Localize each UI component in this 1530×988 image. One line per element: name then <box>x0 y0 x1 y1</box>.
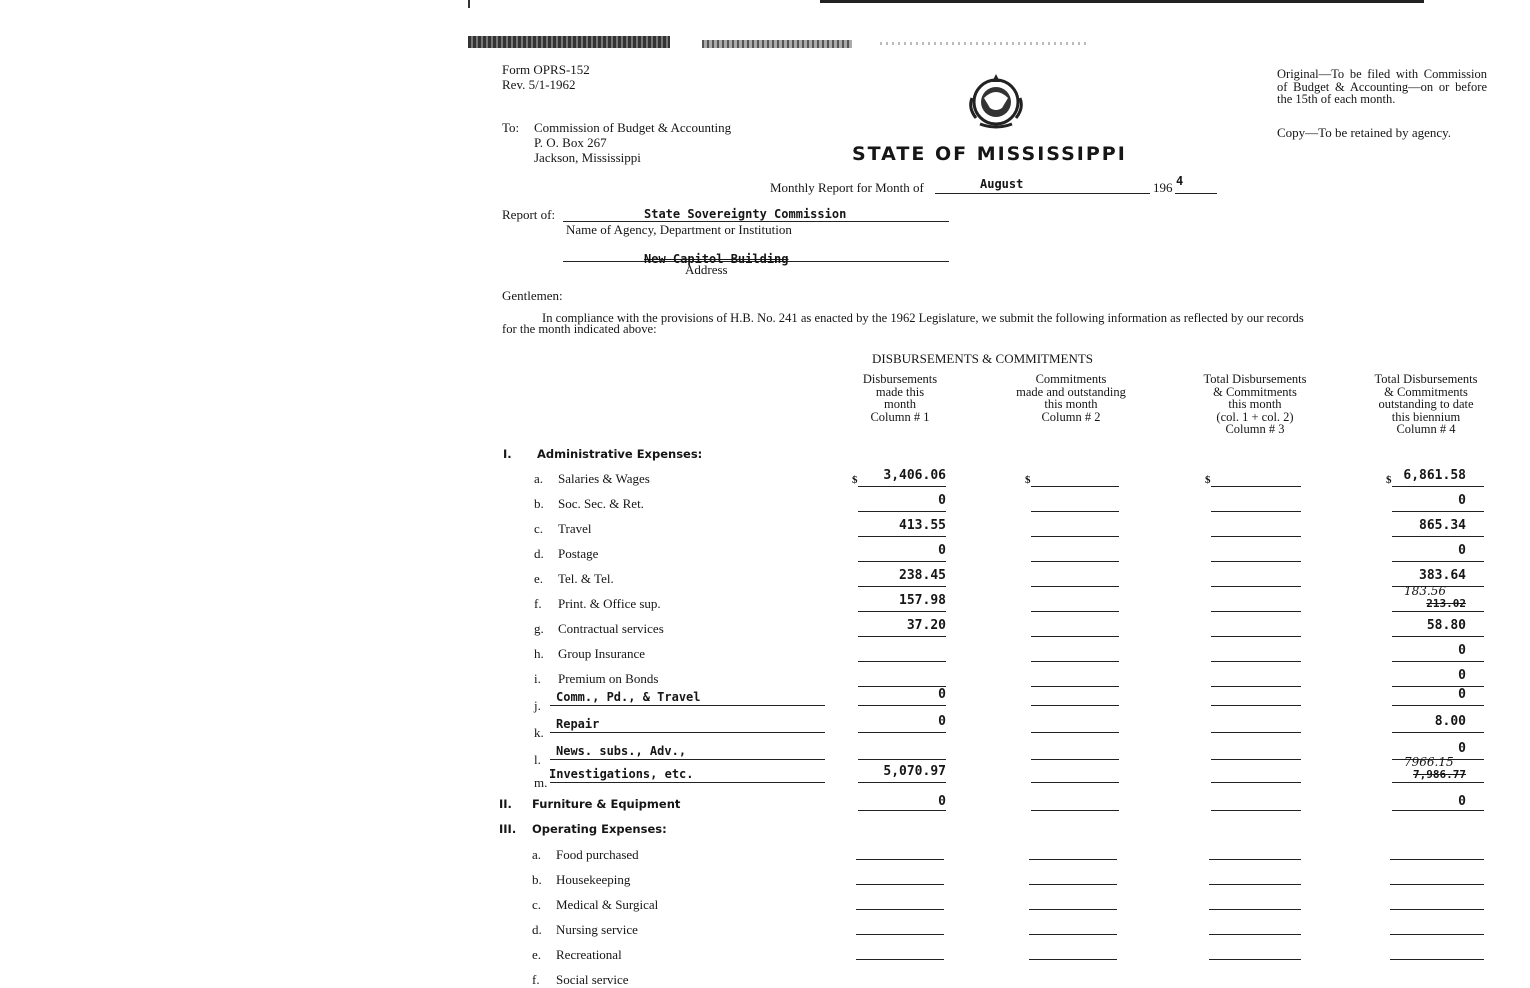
section-2-label: Furniture & Equipment <box>532 797 681 811</box>
year-suffix: 4 <box>1176 174 1184 188</box>
row-col2-line <box>1031 732 1119 733</box>
column-header-4: Total Disbursements & Commitments outstanding to date this biennium Column # 4 <box>1374 372 1478 436</box>
row-col1-value: 413.55 <box>899 518 946 533</box>
row-col4-line <box>1392 511 1484 512</box>
furniture-col4-value: 0 <box>1458 794 1466 809</box>
form-revision: Rev. 5/1-1962 <box>502 77 576 92</box>
row-col3-line <box>1211 705 1301 706</box>
op-row-label: Food purchased <box>556 847 639 862</box>
row-col3-line <box>1211 536 1301 537</box>
furniture-col3-line <box>1211 810 1301 811</box>
row-col1-value: 0 <box>938 493 946 508</box>
op-row-label: Medical & Surgical <box>556 897 659 912</box>
row-label: Repair <box>556 717 600 731</box>
row-label: Postage <box>558 546 599 561</box>
scan-artifact-top <box>820 0 1424 3</box>
section-1-label: Administrative Expenses: <box>537 447 703 461</box>
op-row-col4-line <box>1390 959 1484 960</box>
dollar-sign-col2: $ <box>1025 474 1031 486</box>
dollar-sign-col4: $ <box>1386 474 1392 486</box>
op-row-label: Nursing service <box>556 922 638 937</box>
agency-name: State Sovereignty Commission <box>644 207 847 221</box>
to-line2: P. O. Box 267 <box>534 135 607 150</box>
row-label: Salaries & Wages <box>558 471 650 486</box>
row-label: Contractual services <box>558 621 664 636</box>
address-caption: Address <box>685 262 728 277</box>
op-row-label: Housekeeping <box>556 872 631 887</box>
op-row-letter: e. <box>532 947 542 962</box>
section-3-number: III. <box>499 822 517 836</box>
scan-artifact-edge <box>468 0 470 8</box>
row-col4-line <box>1392 705 1484 706</box>
row-label: Travel <box>558 521 592 536</box>
row-col1-line <box>858 636 946 637</box>
op-row-letter: d. <box>532 922 542 937</box>
report-of-label: Report of: <box>502 207 556 222</box>
row-label-underline <box>550 705 825 706</box>
row-letter: a. <box>534 471 544 486</box>
row-col4-line <box>1392 561 1484 562</box>
op-row-col3-line <box>1209 884 1301 885</box>
column-header-3: Total Disbursements & Commitments this month (col. 1 + col. 2) Column # 3 <box>1203 372 1307 436</box>
op-row-col2-line <box>1029 959 1117 960</box>
op-row-label: Social service <box>556 972 629 987</box>
row-col1-value: 0 <box>938 714 946 729</box>
op-row-col4-line <box>1390 909 1484 910</box>
furniture-col2-line <box>1031 810 1119 811</box>
row-col4-handwritten-correction: 183.56 <box>1404 584 1446 598</box>
row-col1-line <box>858 536 946 537</box>
to-line3: Jackson, Mississippi <box>534 150 641 165</box>
row-col1-value: 0 <box>938 543 946 558</box>
row-letter: m. <box>534 775 548 790</box>
scan-artifact-mid <box>702 40 852 48</box>
row-label-underline <box>550 782 825 783</box>
row-label: Premium on Bonds <box>558 671 659 686</box>
op-row-col2-line <box>1029 909 1117 910</box>
row-col3-line <box>1211 732 1301 733</box>
to-label: To: <box>502 120 520 135</box>
row-col4-line <box>1392 611 1484 612</box>
row-col2-line <box>1031 486 1119 487</box>
row-col2-line <box>1031 705 1119 706</box>
row-col4-line <box>1392 732 1484 733</box>
op-row-letter: f. <box>532 972 540 987</box>
row-letter: e. <box>534 571 544 586</box>
row-col3-line <box>1211 611 1301 612</box>
op-row-letter: a. <box>532 847 542 862</box>
op-row-col4-line <box>1390 934 1484 935</box>
dollar-sign-col1: $ <box>852 474 858 486</box>
dollar-sign-col3: $ <box>1205 474 1211 486</box>
op-row-col3-line <box>1209 909 1301 910</box>
row-col1-line <box>858 705 946 706</box>
row-letter: d. <box>534 546 544 561</box>
row-col1-value: 5,070.97 <box>883 764 946 779</box>
row-col3-line <box>1211 636 1301 637</box>
row-col2-line <box>1031 759 1119 760</box>
row-col2-line <box>1031 536 1119 537</box>
op-row-letter: b. <box>532 872 542 887</box>
row-label: Comm., Pd., & Travel <box>556 690 701 704</box>
page-title: STATE OF MISSISSIPPI <box>852 143 1127 165</box>
column-header-2: Commitments made and outstanding this month Column # 2 <box>1016 372 1126 424</box>
row-label: News. subs., Adv., <box>556 744 687 758</box>
row-col3-line <box>1211 686 1301 687</box>
row-col2-line <box>1031 511 1119 512</box>
row-col4-value: 213.02 <box>1426 597 1466 610</box>
year-prefix: 196 <box>1153 180 1173 195</box>
op-row-col1-line <box>856 884 944 885</box>
row-letter: k. <box>534 725 544 740</box>
row-col4-value: 0 <box>1458 668 1466 683</box>
row-col4-line <box>1392 536 1484 537</box>
section-2-number: II. <box>499 797 512 811</box>
row-col3-line <box>1211 759 1301 760</box>
row-col4-value: 0 <box>1458 643 1466 658</box>
op-row-col3-line <box>1209 934 1301 935</box>
row-col1-line <box>858 782 946 783</box>
row-col2-line <box>1031 686 1119 687</box>
state-seal-icon <box>966 68 1026 132</box>
row-col1-value: 157.98 <box>899 593 946 608</box>
row-col4-value: 0 <box>1458 543 1466 558</box>
monthly-report-label: Monthly Report for Month of <box>770 180 924 195</box>
row-col4-value: 865.34 <box>1419 518 1466 533</box>
op-row-col2-line <box>1029 934 1117 935</box>
original-instruction: Original—To be filed with Commission of Budget & Accounting—on or before the 15th of each month. <box>1277 67 1487 106</box>
row-col1-value: 3,406.06 <box>883 468 946 483</box>
table-caption: DISBURSEMENTS & COMMITMENTS <box>872 351 1094 366</box>
row-col3-line <box>1211 486 1301 487</box>
row-letter: b. <box>534 496 544 511</box>
row-letter: h. <box>534 646 544 661</box>
section-1-number: I. <box>503 447 512 461</box>
month-value: August <box>980 177 1024 191</box>
row-label: Print. & Office sup. <box>558 596 661 611</box>
row-col3-line <box>1211 561 1301 562</box>
row-col1-line <box>858 611 946 612</box>
op-row-col1-line <box>856 934 944 935</box>
row-col4-handwritten-correction: 7966.15 <box>1404 755 1454 769</box>
row-col2-line <box>1031 611 1119 612</box>
row-letter: f. <box>534 596 542 611</box>
op-row-col2-line <box>1029 859 1117 860</box>
row-label: Tel. & Tel. <box>558 571 614 586</box>
row-col1-line <box>858 561 946 562</box>
row-col2-line <box>1031 782 1119 783</box>
scan-artifact-left <box>468 36 670 48</box>
row-col4-value: 8.00 <box>1434 714 1466 729</box>
row-col2-line <box>1031 561 1119 562</box>
op-row-col3-line <box>1209 959 1301 960</box>
row-col4-value: 0 <box>1458 493 1466 508</box>
row-col1-line <box>858 511 946 512</box>
op-row-col1-line <box>856 909 944 910</box>
furniture-col4-line <box>1392 810 1484 811</box>
row-col3-line <box>1211 782 1301 783</box>
row-letter: g. <box>534 621 544 636</box>
row-col4-line <box>1392 486 1484 487</box>
column-header-1: Disbursements made this month Column # 1 <box>862 372 938 424</box>
furniture-col1-value: 0 <box>938 794 946 809</box>
form-number: Form OPRS-152 <box>502 62 590 77</box>
salutation: Gentlemen: <box>502 288 563 303</box>
row-col4-value: 383.64 <box>1419 568 1466 583</box>
row-label: Group Insurance <box>558 646 645 661</box>
row-col4-value: 6,861.58 <box>1403 468 1466 483</box>
row-label: Soc. Sec. & Ret. <box>558 496 644 511</box>
row-col2-line <box>1031 636 1119 637</box>
row-col3-line <box>1211 586 1301 587</box>
row-col4-value: 0 <box>1458 741 1466 756</box>
row-letter: c. <box>534 521 544 536</box>
op-row-label: Recreational <box>556 947 622 962</box>
to-line1: Commission of Budget & Accounting <box>534 120 732 135</box>
agency-caption: Name of Agency, Department or Institution <box>566 222 792 237</box>
op-row-col2-line <box>1029 884 1117 885</box>
row-col1-line <box>858 486 946 487</box>
row-col1-line <box>858 586 946 587</box>
op-row-col3-line <box>1209 859 1301 860</box>
row-col3-line <box>1211 661 1301 662</box>
row-col4-line <box>1392 636 1484 637</box>
row-col3-line <box>1211 511 1301 512</box>
month-underline <box>935 193 1150 194</box>
row-label-underline <box>550 759 825 760</box>
row-col4-line <box>1392 782 1484 783</box>
row-col1-line <box>858 732 946 733</box>
op-row-col4-line <box>1390 884 1484 885</box>
row-label: Investigations, etc. <box>549 767 694 781</box>
row-col1-value: 37.20 <box>906 618 946 633</box>
row-col4-value: 7,986.77 <box>1413 768 1466 781</box>
agency-address: New Capitol Building <box>644 252 789 266</box>
furniture-col1-line <box>858 810 946 811</box>
op-row-letter: c. <box>532 897 542 912</box>
year-underline <box>1175 193 1217 194</box>
op-row-col1-line <box>856 959 944 960</box>
row-letter: i. <box>534 671 541 686</box>
row-letter: l. <box>534 752 541 767</box>
row-col4-value: 58.80 <box>1426 618 1466 633</box>
row-label-underline <box>550 732 825 733</box>
row-col1-value: 0 <box>938 687 946 702</box>
copy-instruction: Copy—To be retained by agency. <box>1277 125 1452 140</box>
op-row-col4-line <box>1390 859 1484 860</box>
row-col1-line <box>858 661 946 662</box>
section-3-label: Operating Expenses: <box>532 822 667 836</box>
row-col4-line <box>1392 661 1484 662</box>
row-col2-line <box>1031 661 1119 662</box>
op-row-col1-line <box>856 859 944 860</box>
scan-artifact-right <box>880 42 1090 45</box>
row-col4-value: 0 <box>1458 687 1466 702</box>
row-col1-line <box>858 759 946 760</box>
letter-body-line2: for the month indicated above: <box>502 322 657 336</box>
row-col1-value: 238.45 <box>899 568 946 583</box>
letter-body-line1: In compliance with the provisions of H.B. No. 241 as enacted by the 1962 Legislature, we submit the following information as reflected by our records <box>542 311 1304 325</box>
row-col2-line <box>1031 586 1119 587</box>
row-letter: j. <box>534 698 541 713</box>
